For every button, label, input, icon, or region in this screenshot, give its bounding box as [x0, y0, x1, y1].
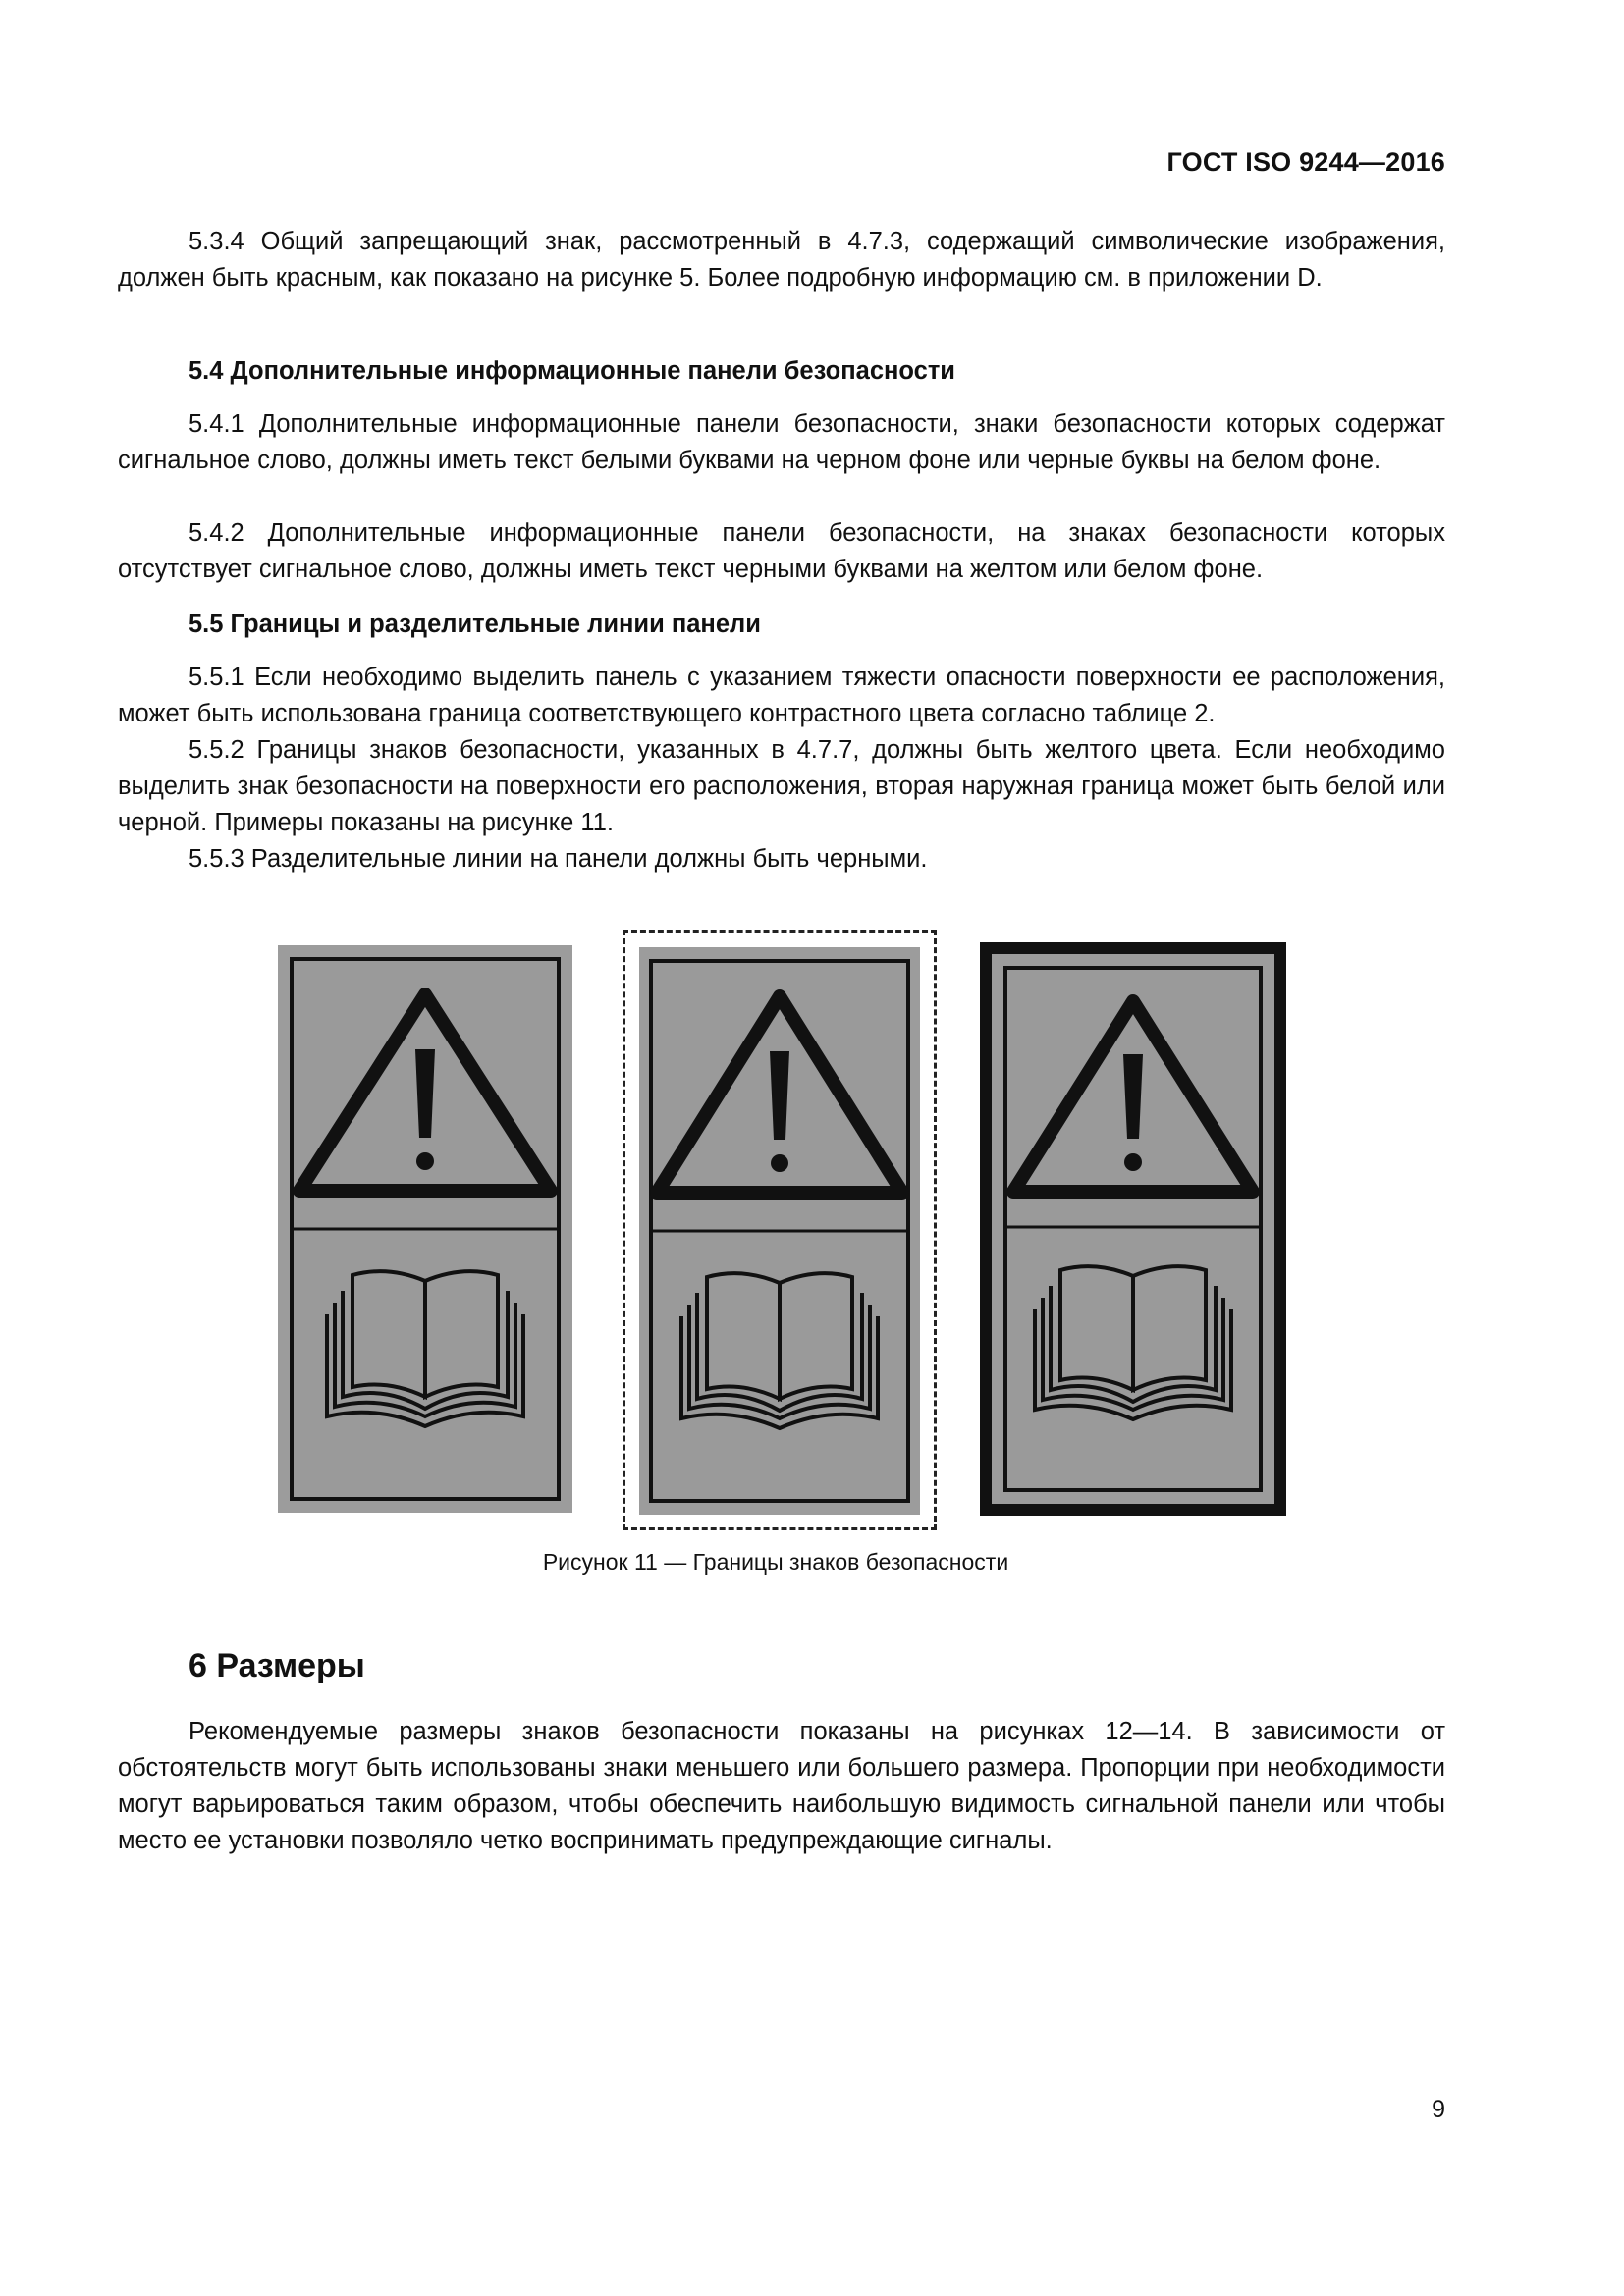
paragraph-5-5-3: 5.5.3 Разделительные линии на панели должны быть черными.: [189, 845, 928, 873]
safety-sign-black-border: [980, 942, 1286, 1516]
safety-sign-plain: [278, 945, 572, 1513]
safety-sign-white-border: [623, 930, 937, 1530]
paragraph-5-3-4: 5.3.4 Общий запрещающий знак, рассмотренный в 4.7.3, содержащий символические изображения, должен быть красным, как показано на рисунке 5. Более подробную информацию см. в приложении D.: [118, 228, 1445, 292]
page-number: 9: [1432, 2096, 1445, 2123]
paragraph-5-4-2: 5.4.2 Дополнительные информационные панели безопасности, на знаках безопасности которых отсутствует сигнальное слово, должны иметь текст черными буквами на желтом или белом фоне.: [118, 519, 1445, 583]
paragraph-5-4-1: 5.4.1 Дополнительные информационные панели безопасности, знаки безопасности которых содержат сигнальное слово, должны иметь текст белыми буквами на черном фоне или черные буквы на белом фоне.: [118, 410, 1445, 474]
document-header: ГОСТ ISO 9244—2016: [1166, 147, 1445, 177]
figure-caption: Рисунок 11 — Границы знаков безопасности: [542, 1549, 1009, 1575]
paragraph-5-5-2: 5.5.2 Границы знаков безопасности, указанных в 4.7.7, должны быть желтого цвета. Если необходимо выделить знак безопасности на поверхности его расположения, вторая наружная граница может быть белой или черной. Примеры показаны на рисунке 11.: [118, 736, 1445, 836]
section-heading-5-5: 5.5 Границы и разделительные линии панели: [189, 611, 761, 638]
section-heading-6: 6 Размеры: [189, 1647, 365, 1684]
paragraph-6: Рекомендуемые размеры знаков безопасности показаны на рисунках 12—14. В зависимости от обстоятельств могут быть использованы знаки меньшего или большего размера. Пропорции при необходимости могут варьироваться таким образом, чтобы обеспечить наибольшую видимость сигнальной панели или чтобы место ее установки позволяло четко воспринимать предупреждающие сигналы.: [118, 1718, 1445, 1854]
section-heading-5-4: 5.4 Дополнительные информационные панели безопасности: [189, 357, 955, 385]
paragraph-5-5-1: 5.5.1 Если необходимо выделить панель с указанием тяжести опасности поверхности ее расположения, может быть использована граница соответствующего контрастного цвета согласно таблице 2.: [118, 664, 1445, 727]
